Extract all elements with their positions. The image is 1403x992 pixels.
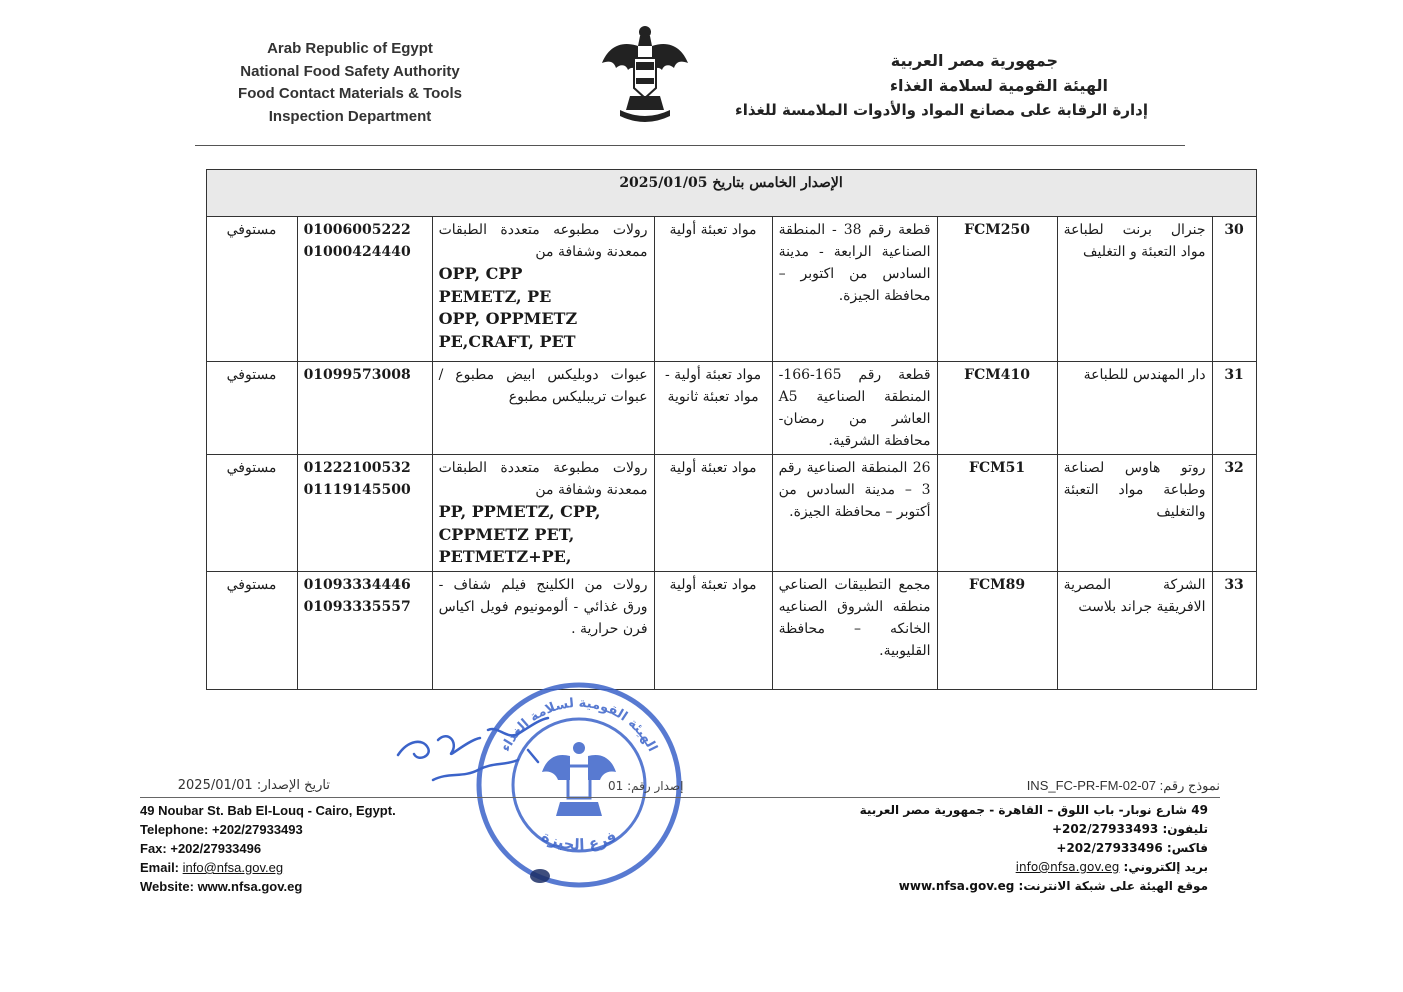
material-type: مواد تعبئة أولية bbox=[654, 455, 772, 572]
table-row bbox=[94, 362, 1256, 455]
footer-english bbox=[140, 801, 396, 896]
email-label-ar: بريد إلكتروني: bbox=[1123, 860, 1208, 874]
header-ar-line: إدارة الرقابة على مصانع المواد والأدوات الملامسة للغذاء bbox=[735, 101, 1148, 119]
row-spacer bbox=[94, 455, 206, 572]
table-row bbox=[94, 217, 1256, 362]
footer-telephone-ar bbox=[860, 820, 1208, 839]
products-description: عبوات دوبليكس ابيض مطبوع / عبوات تريبليكس مطبوع bbox=[432, 362, 654, 455]
stamp-ring-text: الهيئة القومية لسلامة الغذاء bbox=[498, 695, 660, 755]
phones-cell bbox=[297, 362, 432, 455]
phone-number: 01099573008 bbox=[303, 367, 411, 383]
fcm-code: FCM410 bbox=[937, 362, 1057, 455]
products-material: OPP, OPPMETZ bbox=[438, 309, 578, 328]
row-number: 32 bbox=[1212, 455, 1256, 572]
table-row bbox=[94, 571, 1256, 689]
header-ar-line: جمهورية مصر العربية bbox=[890, 51, 1058, 70]
company-name: الشركة المصرية الافريقية جراند بلاست bbox=[1057, 571, 1212, 689]
telephone-label: Telephone: bbox=[140, 822, 209, 837]
fcm-code: FCM51 bbox=[937, 455, 1057, 572]
phone-number: 01093334446 bbox=[303, 576, 411, 593]
table-row bbox=[94, 455, 1256, 572]
material-type: مواد تعبئة أولية bbox=[654, 571, 772, 689]
footer-divider bbox=[140, 797, 1220, 798]
table-title-spacer bbox=[94, 170, 206, 217]
products-material: CPPMETZ PET, bbox=[438, 524, 575, 544]
header-en-line: Arab Republic of Egypt bbox=[267, 40, 433, 57]
products-material: PEMETZ, PE bbox=[438, 286, 552, 306]
products-material: PETMETZ+PE, bbox=[438, 547, 572, 566]
footer-address: 49 Noubar St. Bab El-Louq - Cairo, Egypt. bbox=[140, 803, 396, 818]
website-label: Website: bbox=[140, 879, 194, 894]
phone-number: 01006005222 bbox=[303, 222, 411, 238]
phones-cell bbox=[297, 217, 432, 362]
products-material: PP, PPMETZ, CPP, bbox=[438, 502, 601, 521]
stamp-branch-text: فرع الجيزة bbox=[538, 826, 620, 854]
footer-email-ar bbox=[860, 858, 1208, 877]
row-number: 31 bbox=[1212, 362, 1256, 455]
row-spacer bbox=[94, 571, 206, 689]
fcm-code: FCM250 bbox=[937, 217, 1057, 362]
website-link-ar[interactable]: www.nfsa.gov.eg bbox=[898, 879, 1015, 893]
phone-number: 01222100532 bbox=[303, 460, 411, 476]
email-link[interactable]: info@nfsa.gov.eg bbox=[182, 860, 284, 875]
header-en-line: National Food Safety Authority bbox=[240, 62, 460, 80]
row-number: 30 bbox=[1212, 217, 1256, 362]
phone-number: 01119145500 bbox=[303, 482, 411, 498]
footer-arabic bbox=[860, 801, 1208, 896]
products-material: OPP, CPP bbox=[438, 264, 523, 283]
row-number: 33 bbox=[1212, 571, 1256, 689]
status-badge: مستوفي bbox=[206, 217, 297, 362]
status-badge: مستوفي bbox=[206, 362, 297, 455]
fax-label: Fax: bbox=[140, 841, 167, 856]
telephone-value: +202/27933493 bbox=[212, 822, 303, 837]
products-cell bbox=[432, 217, 654, 362]
header-ar-line: الهيئة القومية لسلامة الغذاء bbox=[889, 76, 1108, 95]
company-address: قطعة رقم 165-166- المنطقة الصناعية A5 العاشر من رمضان- محافظة الشرقية. bbox=[772, 362, 937, 455]
products-cell bbox=[432, 455, 654, 572]
table-title-row bbox=[94, 170, 1256, 217]
header-divider bbox=[195, 145, 1185, 146]
phone-number: 01000424440 bbox=[303, 244, 411, 260]
footer-telephone bbox=[140, 820, 396, 839]
svg-text:فرع الجيزة bbox=[539, 827, 620, 854]
companies-table bbox=[94, 169, 1257, 690]
header-english bbox=[200, 38, 500, 128]
company-name: روتو هاوس لصناعة وطباعة مواد التعبئة والتغليف bbox=[1057, 455, 1212, 572]
products-description: رولات مطبوعه متعددة الطبقات ممعدنة وشفافة من bbox=[438, 222, 648, 260]
row-spacer bbox=[94, 362, 206, 455]
footer-fax bbox=[140, 839, 396, 858]
fax-label-ar: فاكس: bbox=[1166, 841, 1208, 855]
fcm-code: FCM89 bbox=[937, 571, 1057, 689]
company-address: مجمع التطبيقات الصناعي منطقه الشروق الصناعيه الخانكه – محافظة القليوبية. bbox=[772, 571, 937, 689]
eagle-emblem-icon bbox=[600, 18, 690, 128]
telephone-label-ar: تليفون: bbox=[1162, 822, 1208, 836]
website-label-ar: موقع الهيئة على شبكة الانترنت: bbox=[1018, 879, 1208, 893]
telephone-value-ar: +202/27933493 bbox=[1052, 822, 1159, 836]
header-en-line: Inspection Department bbox=[268, 107, 432, 125]
row-spacer bbox=[94, 217, 206, 362]
table-title: الإصدار الخامس بتاريخ 2025/01/05 bbox=[206, 170, 1256, 217]
issue-date: تاريخ الإصدار: 2025/01/01 bbox=[177, 778, 330, 793]
website-link[interactable]: www.nfsa.gov.eg bbox=[197, 879, 303, 894]
form-number: نموذج رقم: INS_FC-PR-FM-02-07 bbox=[1026, 778, 1220, 793]
header-arabic bbox=[728, 48, 1148, 123]
status-badge: مستوفي bbox=[206, 571, 297, 689]
footer-website-ar bbox=[860, 877, 1208, 896]
footer-fax-ar bbox=[860, 839, 1208, 858]
phone-number: 01093335557 bbox=[303, 598, 411, 615]
company-name: دار المهندس للطباعة bbox=[1057, 362, 1212, 455]
email-link-ar[interactable]: info@nfsa.gov.eg bbox=[1015, 860, 1120, 874]
company-address: قطعة رقم 38 - المنطقة الصناعية الرابعة - مدينة السادس من اكتوبر – محافظة الجيزة. bbox=[772, 217, 937, 362]
fax-value: +202/27933496 bbox=[170, 841, 262, 856]
company-name: جنرال برنت لطباعة مواد التعبئة و التغليف bbox=[1057, 217, 1212, 362]
phones-cell bbox=[297, 455, 432, 572]
products-description: رولات من الكلينج فيلم شفاف - ورق غذائي - ألومونيوم فويل اكياس فرن حرارية . bbox=[432, 571, 654, 689]
issue-number: إصدار رقم: 01 bbox=[608, 779, 684, 793]
status-badge: مستوفي bbox=[206, 455, 297, 572]
header-en-line: Food Contact Materials & Tools bbox=[238, 85, 462, 102]
footer-address-ar: 49 شارع نوبار- باب اللوق – القاهرة - جمهورية مصر العربية bbox=[859, 803, 1208, 817]
material-type: مواد تعبئة أولية bbox=[654, 217, 772, 362]
products-description: رولات مطبوعة متعددة الطبقات ممعدنة وشفافة من bbox=[438, 460, 648, 498]
products-material: PE,CRAFT, PET bbox=[438, 331, 576, 351]
email-label: Email: bbox=[140, 860, 180, 875]
company-address: 26 المنطقة الصناعية رقم 3 – مدينة السادس من أكتوبر – محافظة الجيزة. bbox=[772, 455, 937, 572]
fax-value-ar: +202/27933496 bbox=[1056, 841, 1163, 855]
footer-website bbox=[140, 877, 396, 896]
phones-cell bbox=[297, 571, 432, 689]
footer-email bbox=[140, 858, 396, 877]
material-type: مواد تعبئة أولية - مواد تعبئة ثانوية bbox=[654, 362, 772, 455]
